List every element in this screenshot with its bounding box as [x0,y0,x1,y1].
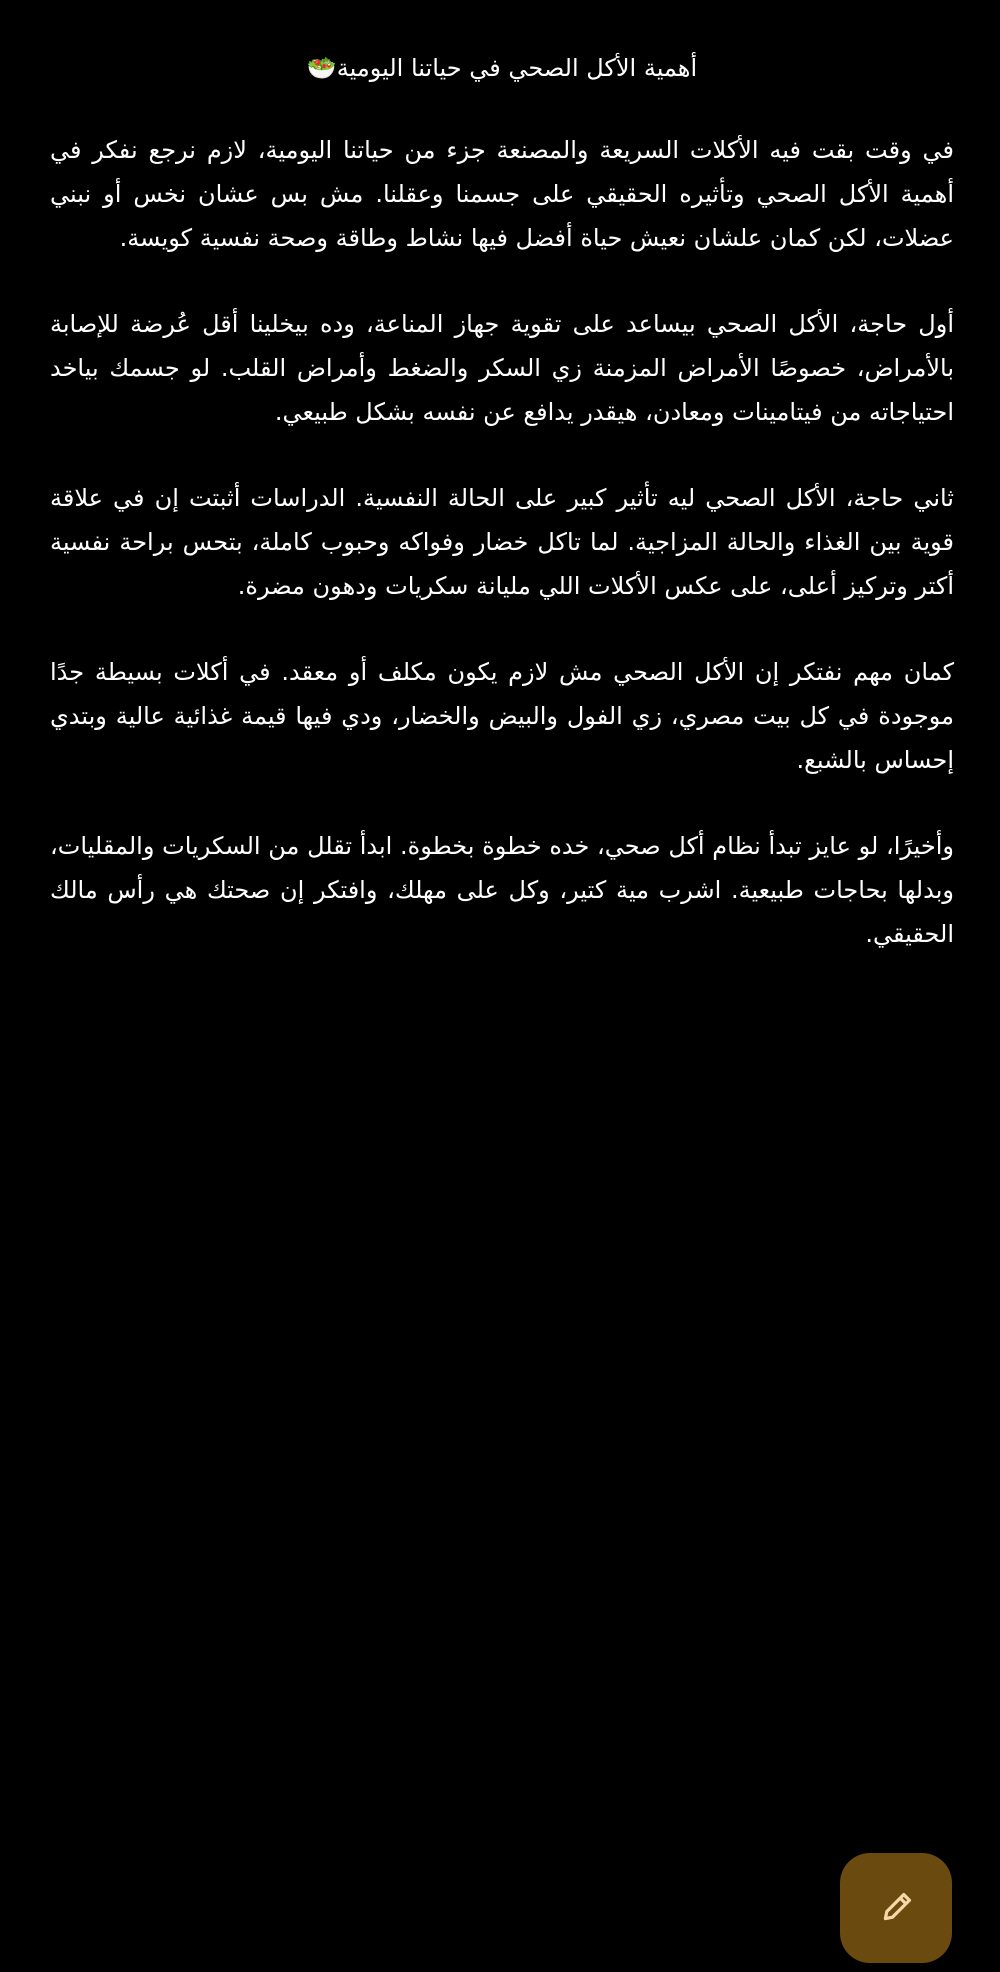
note-content[interactable] [50,46,954,998]
pencil-icon [876,1888,916,1928]
note-paragraph: في وقت بقت فيه الأكلات السريعة والمصنعة جزء من حياتنا اليومية، لازم نرجع نفكر في أهمية الأكل الصحي وتأثيره الحقيقي على جسمنا وعقلنا. مش بس عشان نخس أو نبني عضلات، لكن كمان علشان نعيش حياة أفضل فيها نشاط وطاقة وصحة نفسية كويسة. [50,136,954,252]
note-paragraph: وأخيرًا، لو عايز تبدأ نظام أكل صحي، خده خطوة بخطوة. ابدأ تقلل من السكريات والمقليات، وبدلها بحاجات طبيعية. اشرب مية كتير، وكل على مهلك، وافتكر إن صحتك هي رأس مالك الحقيقي. [50,832,954,948]
note-paragraph: كمان مهم نفتكر إن الأكل الصحي مش لازم يكون مكلف أو معقد. في أكلات بسيطة جدًا موجودة في كل بيت مصري، زي الفول والبيض والخضار، ودي فيها قيمة غذائية عالية وبتدي إحساس بالشبع. [50,658,954,774]
note-paragraph: أول حاجة، الأكل الصحي بيساعد على تقوية جهاز المناعة، وده بيخلينا أقل عُرضة للإصابة بالأمراض، خصوصًا الأمراض المزمنة زي السكر والضغط وأمراض القلب. لو جسمك بياخد احتياجاته من فيتامينات ومعادن، هيقدر يدافع عن نفسه بشكل طبيعي. [50,310,954,426]
edit-button[interactable] [840,1853,952,1963]
note-paragraph: ثاني حاجة، الأكل الصحي ليه تأثير كبير على الحالة النفسية. الدراسات أثبتت إن في علاقة قوية بين الغذاء والحالة المزاجية. لما تاكل خضار وفواكه وحبوب كاملة، بتحس براحة نفسية أكتر وتركيز أعلى، على عكس الأكلات اللي مليانة سكريات ودهون مضرة. [50,484,954,600]
note-title: أهمية الأكل الصحي في حياتنا اليومية🥗 [306,54,698,82]
